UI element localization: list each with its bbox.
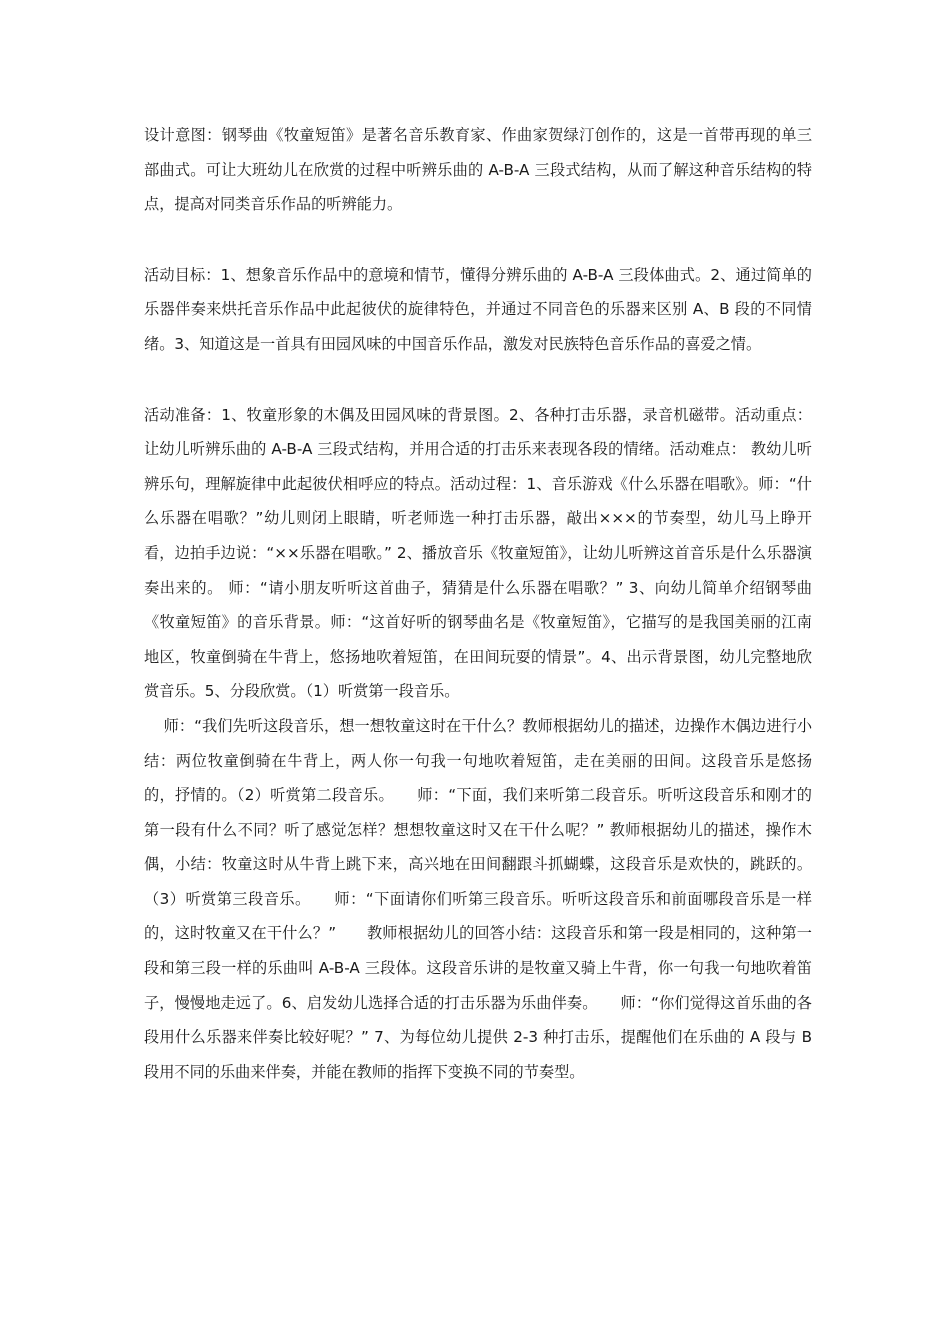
- paragraph-design-intent: 设计意图：钢琴曲《牧童短笛》是著名音乐教育家、作曲家贺绿汀创作的，这是一首带再现的单三部曲式。可让大班幼儿在欣赏的过程中听辨乐曲的 A-B-A 三段式结构，从而了解这种音乐结构的特点，提高对同类音乐作品的听辨能力。: [144, 126, 812, 214]
- document-body: [144, 118, 817, 1089]
- paragraph-activity-steps: 师：“我们先听这段音乐，想一想牧童这时在干什么？教师根据幼儿的描述，边操作木偶边进行小结：两位牧童倒骑在牛背上，两人你一句我一句地吹着短笛，走在美丽的田间。这段音乐是悠扬的，抒情的。（2）听赏第二段音乐。 师：“下面，我们来听第二段音乐。听听这段音乐和刚才的第一段有什么不同？听了感觉怎样？想想牧童这时又在干什么呢？” 教师根据幼儿的描述，操作木偶，小结：牧童这时从牛背上跳下来，高兴地在田间翻跟斗抓蝴蝶，这段音乐是欢快的，跳跃的。（3）听赏第三段音乐。 师：“下面请你们听第三段音乐。听听这段音乐和前面哪段音乐是一样的，这时牧童又在干什么？” 教师根据幼儿的回答小结：这段音乐和第一段是相同的，这种第一段和第三段一样的乐曲叫 A-B-A 三段体。这段音乐讲的是牧童又骑上牛背，你一句我一句地吹着笛子，慢慢地走远了。6、启发幼儿选择合适的打击乐器为乐曲伴奏。 师：“你们觉得这首乐曲的各段用什么乐器来伴奏比较好呢？” 7、为每位幼儿提供 2-3 种打击乐，提醒他们在乐曲的 A 段与 B 段用不同的乐曲来伴奏，并能在教师的指挥下变换不同的节奏型。: [144, 716, 817, 1081]
- paragraph-activity-preparation: 活动准备：1、牧童形象的木偶及田园风味的背景图。2、各种打击乐器，录音机磁带。活动重点：让幼儿听辨乐曲的 A-B-A 三段式结构，并用合适的打击乐来表现各段的情绪。活动难点： 教幼儿听辨乐句，理解旋律中此起彼伏相呼应的特点。活动过程：1、音乐游戏《什么乐器在唱歌》。师：“什么乐器在唱歌？”幼儿则闭上眼睛，听老师选一种打击乐器，敲出×××的节奏型，幼儿马上睁开看，边拍手边说：“××乐器在唱歌。” 2、播放音乐《牧童短笛》，让幼儿听辨这首音乐是什么乐器演奏出来的。 师：“请小朋友听听这首曲子，猜猜是什么乐器在唱歌？” 3、向幼儿简单介绍钢琴曲《牧童短笛》的音乐背景。师：“这首好听的钢琴曲名是《牧童短笛》，它描写的是我国美丽的江南地区，牧童倒骑在牛背上，悠扬地吹着短笛，在田间玩耍的情景”。4、出示背景图，幼儿完整地欣赏音乐。5、分段欣赏。（1）听赏第一段音乐。: [144, 405, 812, 701]
- paragraph-activity-goals: 活动目标：1、想象音乐作品中的意境和情节，懂得分辨乐曲的 A-B-A 三段体曲式。2、通过简单的乐器伴奏来烘托音乐作品中此起彼伏的旋律特色，并通过不同音色的乐器来区别 A、B 段的不同情绪。3、知道这是一首具有田园风味的中国音乐作品，激发对民族特色音乐作品的喜爱之情。: [144, 265, 812, 353]
